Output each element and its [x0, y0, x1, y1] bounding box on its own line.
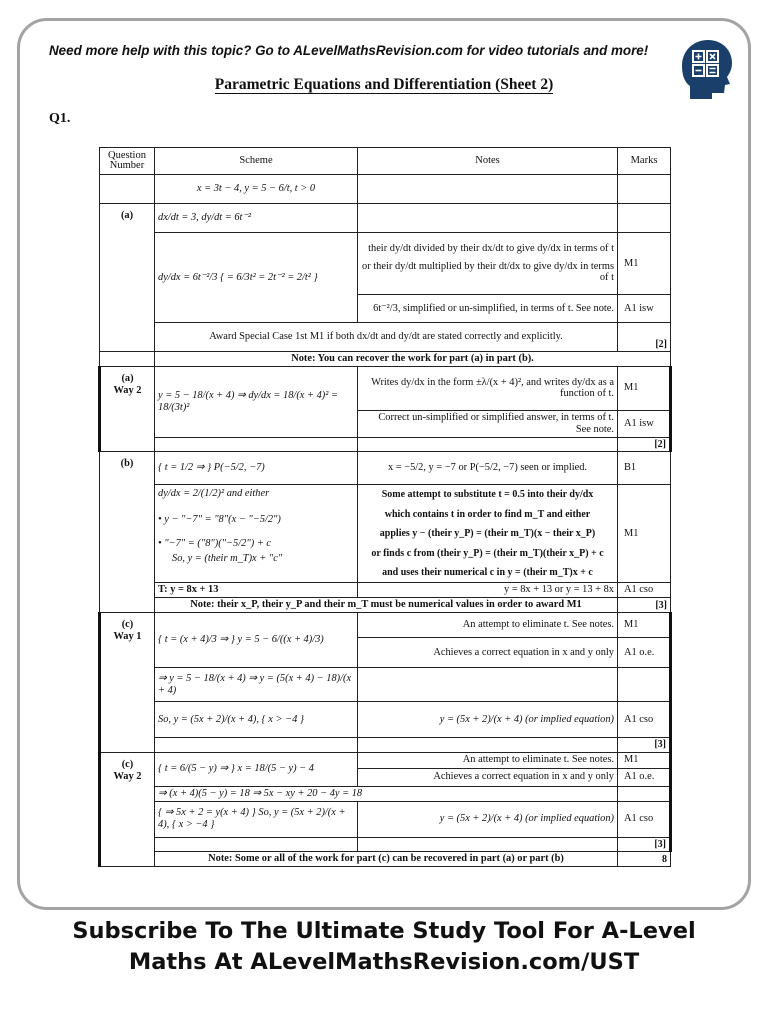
- part-c1-mark-2: A1 o.e.: [618, 638, 671, 668]
- part-a2-note-1: Writes dy/dx in the form ±λ/(x + 4)², and writes dy/dx as a function of t.: [358, 366, 618, 410]
- part-a2-mark-2: A1 isw: [618, 410, 671, 437]
- table-row: [100, 786, 671, 801]
- subscribe-banner[interactable]: [0, 916, 768, 978]
- table-row: [100, 175, 671, 204]
- header-notes: Notes: [358, 148, 618, 175]
- part-c1-scheme-3: So, y = (5x + 2)/(x + 4), { x > −4 }: [155, 702, 358, 738]
- given-equations: x = 3t − 4, y = 5 − 6/t, t > 0: [155, 175, 358, 204]
- part-a-notes: [358, 233, 618, 295]
- table-row: [100, 668, 671, 702]
- part-b-scheme-5: So, y = (their m_T)x + "c": [172, 553, 283, 565]
- part-a2-label-text: (a): [121, 372, 134, 384]
- part-b-scheme-4: • "−7" = ("8")("−5/2") + c: [158, 538, 271, 550]
- part-c1-total: [3]: [618, 738, 671, 753]
- subscribe-line-2[interactable]: Maths At ALevelMathsRevision.com/UST: [128, 949, 640, 975]
- part-b-mark-1: B1: [618, 452, 671, 485]
- part-a2-note-2: Correct un-simplified or simplified answer, in terms of t. See note.: [358, 410, 618, 437]
- header-promo[interactable]: Need more help with this topic? Go to ALevelMathsRevision.com for video tutorials and more!: [49, 43, 649, 58]
- part-c2-note-2: Achieves a correct equation in x and y only: [358, 768, 618, 786]
- part-c1-mark-3: A1 cso: [618, 702, 671, 738]
- part-a-special-case: Award Special Case 1st M1 if both dx/dt and dy/dt are stated correctly and explicitly.: [155, 323, 618, 352]
- mark-scheme-table: [98, 147, 672, 867]
- part-c1-label: [100, 613, 155, 753]
- part-c1-way: Way 1: [113, 631, 142, 643]
- part-c2-note-1: An attempt to eliminate t. See notes.: [358, 752, 618, 768]
- table-row: [100, 598, 671, 613]
- part-b-scheme-2: dy/dx = 2/(1/2)² and either: [158, 488, 270, 500]
- part-a2-label: [100, 366, 155, 452]
- header-marks: Marks: [618, 148, 671, 175]
- part-a-label: (a): [100, 204, 155, 352]
- part-b-note-3: which contains t in order to find m_T and either: [384, 508, 591, 520]
- part-c-footnote: Note: Some or all of the work for part (c) can be recovered in part (a) or part (b): [155, 852, 618, 867]
- part-c1-note-2: Achieves a correct equation in x and y only: [358, 638, 618, 668]
- part-b-total: [3]: [618, 598, 671, 613]
- table-row: [100, 837, 671, 852]
- part-c1-mark-1: M1: [618, 613, 671, 638]
- part-b-note-6: and uses their numerical c in y = (their m_T)x + c: [382, 567, 593, 579]
- part-c1-note-3: y = (5x + 2)/(x + 4) (or implied equation): [358, 702, 618, 738]
- subscribe-line-1: Subscribe To The Ultimate Study Tool For A-Level: [72, 918, 696, 944]
- part-c2-scheme-2: ⇒ (x + 4)(5 − y) = 18 ⇒ 5x − xy + 20 − 4y = 18: [155, 786, 618, 801]
- header-scheme: Scheme: [155, 148, 358, 175]
- table-row: [100, 485, 671, 583]
- part-c1-scheme-2: ⇒ y = 5 − 18/(x + 4) ⇒ y = (5(x + 4) − 18)/(x + 4): [155, 668, 358, 702]
- part-b-note-4: applies y − (their y_P) = (their m_T)(x − their x_P): [379, 528, 596, 540]
- table-row: [100, 752, 671, 768]
- question-label: Q1.: [49, 111, 71, 126]
- part-b-final-note: y = 8x + 13 or y = 13 + 8x: [358, 583, 618, 598]
- part-b-note-1: x = −5/2, y = −7 or P(−5/2, −7) seen or implied.: [358, 452, 618, 485]
- part-a2-way: Way 2: [113, 384, 142, 396]
- part-c2-mark-2: A1 o.e.: [618, 768, 671, 786]
- table-header-row: [100, 148, 671, 175]
- part-a2-scheme: y = 5 − 18/(x + 4) ⇒ dy/dx = 18/(x + 4)² = 18/(3t)²: [155, 366, 358, 437]
- part-c2-label-text: (c): [121, 758, 134, 770]
- part-c2-way: Way 2: [113, 770, 142, 782]
- part-c2-scheme-3: { ⇒ 5x + 2 = y(x + 4) } So, y = (5x + 2)/(x + 4), { x > −4 }: [155, 801, 358, 837]
- part-b-mark-3: A1 cso: [618, 583, 671, 598]
- table-row: [100, 852, 671, 867]
- part-a-scheme: dy/dx = 6t⁻²/3 { = 6/3t² = 2t⁻² = 2/t² }: [155, 233, 358, 323]
- table-row: [100, 613, 671, 638]
- part-c1-note-1: An attempt to eliminate t. See notes.: [358, 613, 618, 638]
- part-b-note-5: or finds c from (their y_P) = (their m_T)(their x_P) + c: [371, 547, 604, 559]
- part-b-scheme-1: { t = 1/2 ⇒ } P(−5/2, −7): [155, 452, 358, 485]
- part-c2-scheme-1: { t = 6/(5 − y) ⇒ } x = 18/(5 − y) − 4: [155, 752, 358, 786]
- part-a-total: [2]: [618, 323, 671, 352]
- part-c2-note-3: y = (5x + 2)/(x + 4) (or implied equation): [358, 801, 618, 837]
- table-row: [100, 801, 671, 837]
- part-b-scheme-3: • y − "−7" = "8"(x − "−5/2"): [158, 514, 281, 526]
- part-a-recover-note: Note: You can recover the work for part (a) in part (b).: [155, 352, 671, 367]
- part-a-note-3: 6t⁻²/3, simplified or un-simplified, in terms of t. See note.: [358, 295, 618, 323]
- part-a-derivatives: dx/dt = 3, dy/dt = 6t⁻²: [155, 204, 358, 233]
- part-c2-mark-3: A1 cso: [618, 801, 671, 837]
- part-b-note-2: Some attempt to substitute t = 0.5 into their dy/dx: [381, 489, 594, 501]
- part-a-note-1: their dy/dt divided by their dx/dt to give dy/dx in terms of t: [368, 242, 614, 254]
- part-b-footnote: Note: their x_P, their y_P and their m_T must be numerical values in order to award M1: [155, 598, 618, 613]
- grand-total: 8: [618, 852, 671, 867]
- page-title-text: Parametric Equations and Differentiation (Sheet 2): [214, 76, 554, 93]
- page-title: [0, 76, 768, 94]
- part-c1-label-text: (c): [121, 619, 134, 631]
- part-c2-mark-1: M1: [618, 752, 671, 768]
- part-a-mark-2: A1 isw: [618, 295, 671, 323]
- table-row: [100, 583, 671, 598]
- table-row: [100, 452, 671, 485]
- part-b-final: T: y = 8x + 13: [155, 583, 358, 598]
- part-c2-total: [3]: [618, 837, 671, 852]
- part-a-note-2: or their dy/dt multiplied by their dt/dx to give dy/dx in terms of t: [362, 260, 614, 284]
- table-row: [100, 738, 671, 753]
- table-row: [100, 437, 671, 452]
- table-row: [100, 204, 671, 233]
- table-row: [100, 702, 671, 738]
- table-row: [100, 323, 671, 352]
- table-row: [100, 233, 671, 295]
- part-b-mark-2: M1: [618, 485, 671, 583]
- part-a2-mark-1: M1: [618, 366, 671, 410]
- header-question-number: Question Number: [100, 148, 155, 175]
- part-b-notes: [358, 485, 618, 583]
- part-b-label: (b): [100, 452, 155, 613]
- part-c1-scheme-1: { t = (x + 4)/3 ⇒ } y = 5 − 6/((x + 4)/3): [155, 613, 358, 668]
- part-c2-label: [100, 752, 155, 866]
- part-a-mark-1: M1: [618, 233, 671, 295]
- table-row: [100, 352, 671, 367]
- part-a2-total: [2]: [618, 437, 671, 452]
- part-b-scheme-block: [155, 485, 358, 583]
- table-row: [100, 366, 671, 410]
